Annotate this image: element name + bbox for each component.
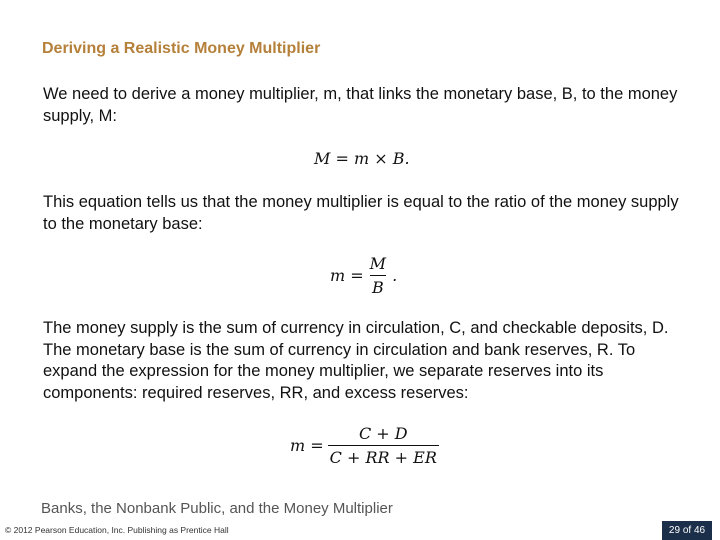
equation-2 — [330, 254, 397, 297]
equation-3 — [290, 424, 443, 467]
equation-3-lhs: m = — [290, 436, 324, 455]
slide-subtitle: Banks, the Nonbank Public, and the Money Multiplier — [41, 500, 393, 517]
page-number-badge: 29 of 46 — [662, 521, 712, 540]
equation-2-numerator: M — [369, 254, 387, 273]
paragraph-2: This equation tells us that the money multiplier is equal to the ratio of the money supply to the monetary base: — [43, 193, 679, 233]
equation-2-denominator: B — [370, 275, 386, 297]
equation-1: M = m × B. — [314, 149, 410, 168]
paragraph-3: The money supply is the sum of currency in circulation, C, and checkable deposits, D. The monetary base is the sum of currency in circulation and bank reserves, R. To expand the expression for the money multiplier, we separate reserves into its components: required reserves, RR, and excess reserves: — [43, 319, 669, 402]
equation-2-lhs: m = — [330, 266, 364, 285]
copyright-text: © 2012 Pearson Education, Inc. Publishing as Prentice Hall — [5, 525, 229, 535]
equation-2-fraction — [368, 254, 388, 297]
equation-3-denominator: C + RR + ER — [328, 445, 439, 467]
slide-title: Deriving a Realistic Money Multiplier — [42, 40, 321, 57]
equation-2-suffix: . — [392, 266, 398, 285]
equation-3-fraction — [328, 424, 439, 467]
paragraph-1: We need to derive a money multiplier, m, that links the monetary base, B, to the money supply, M: — [43, 85, 678, 125]
equation-3-numerator: C + D — [358, 424, 408, 443]
